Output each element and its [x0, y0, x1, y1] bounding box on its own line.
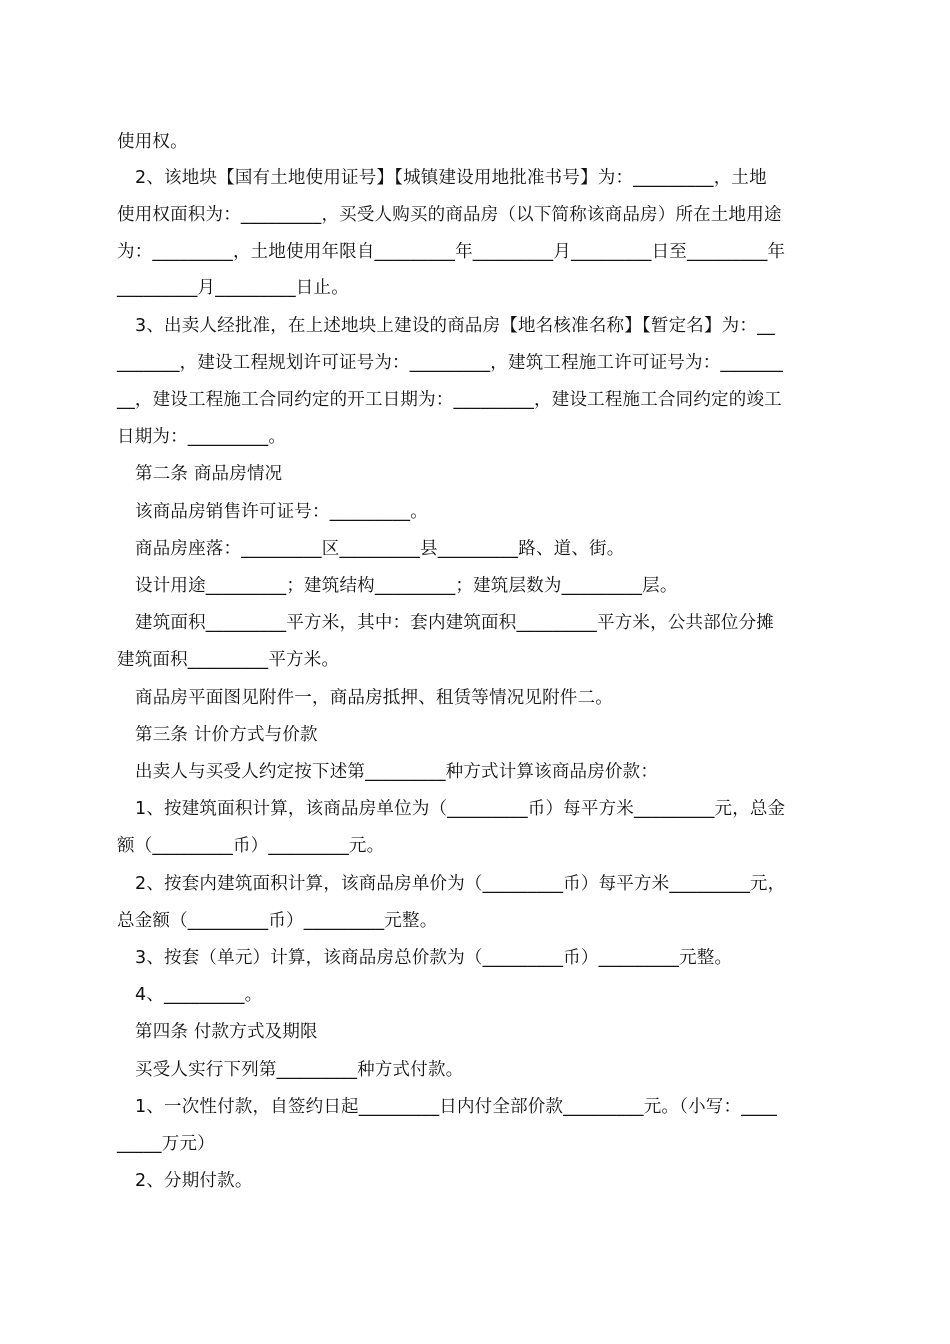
text-line: 1、按建筑面积计算，该商品房单位为（_________币）每平方米_________元，总金 [135, 799, 786, 819]
text-line: 2、按套内建筑面积计算，该商品房单价为（_________币）每平方米_________元， [135, 874, 786, 894]
text-line: 3、出卖人经批准，在上述地块上建设的商品房【地名核准名称】【暂定名】为：__ [135, 316, 775, 336]
text-line: 4、_________。 [135, 985, 263, 1005]
section-heading: 第四条 付款方式及期限 [135, 1022, 318, 1042]
text-line: __，建设工程施工合同约定的开工日期为：_________，建设工程施工合同约定的竣工 [117, 390, 782, 410]
text-line: 总金额（_________币）_________元整。 [117, 911, 438, 931]
text-line: 商品房座落：_________区_________县_________路、道、街。 [135, 539, 625, 559]
text-line: 建筑面积_________平方米。 [117, 650, 340, 670]
text-line: _________月_________日止。 [117, 278, 349, 298]
section-heading: 第三条 计价方式与价款 [135, 725, 318, 745]
text-line: 日期为：_________。 [117, 427, 287, 447]
text-line: 2、该地块【国有土地使用证号】【城镇建设用地批准书号】为：_________，土地 [135, 168, 767, 188]
text-line: 该商品房销售许可证号：_________。 [135, 502, 428, 522]
text-line: 为：_________，土地使用年限自_________年_________月_________日至_________年 [117, 242, 786, 262]
text-line: 3、按套（单元）计算，该商品房总价款为（_________币）_________元整。 [135, 948, 733, 968]
text-line: 建筑面积_________平方米，其中：套内建筑面积_________平方米，公共部位分摊 [135, 613, 774, 633]
text-line: 买受人实行下列第_________种方式付款。 [135, 1060, 464, 1080]
text-line: _______，建设工程规划许可证号为：_________，建筑工程施工许可证号为：_______ [117, 353, 784, 373]
section-heading: 第二条 商品房情况 [135, 464, 283, 484]
text-line: 使用权面积为：_________，买受人购买的商品房（以下简称该商品房）所在土地用途 [117, 205, 782, 225]
text-line: 设计用途_________；建筑结构_________；建筑层数为_________层。 [135, 576, 678, 596]
text-line: 使用权。 [117, 132, 188, 152]
text-line: 出卖人与买受人约定按下述第_________种方式计算该商品房价款： [135, 762, 659, 782]
text-line: _____万元） [117, 1134, 215, 1154]
text-line: 1、一次性付款，自签约日起_________日内付全部价款_________元。（小写：____ [135, 1097, 777, 1117]
text-line: 商品房平面图见附件一，商品房抵押、租赁等情况见附件二。 [135, 688, 613, 708]
text-line: 2、分期付款。 [135, 1171, 253, 1191]
text-line: 额（_________币）_________元。 [117, 836, 385, 856]
